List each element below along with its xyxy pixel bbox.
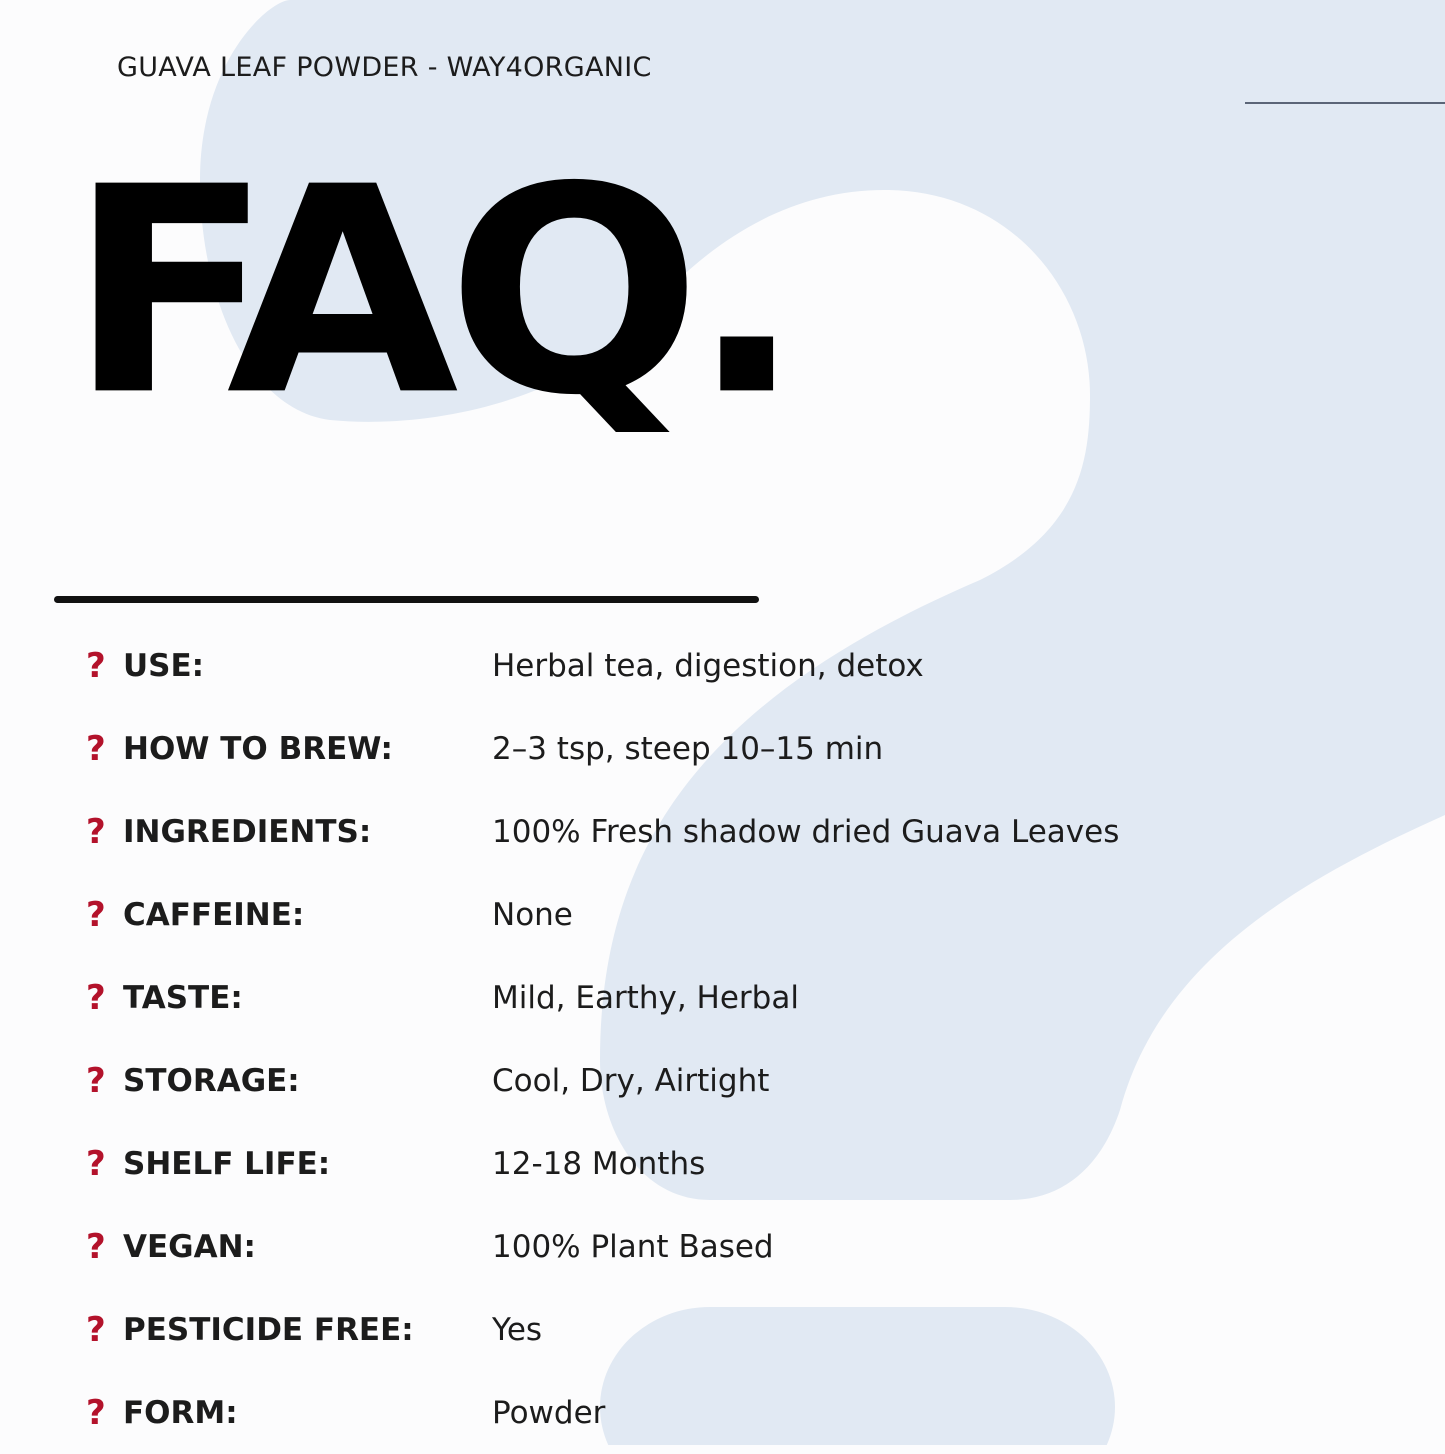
- faq-value: 12-18 Months: [492, 1145, 706, 1182]
- faq-value: Yes: [492, 1311, 543, 1348]
- question-mark-icon: ?: [86, 728, 106, 769]
- faq-label: VEGAN:: [123, 1228, 256, 1265]
- faq-label: USE:: [123, 647, 205, 684]
- faq-label: STORAGE:: [123, 1062, 300, 1099]
- question-mark-icon: ?: [86, 977, 106, 1018]
- faq-value: 100% Fresh shadow dried Guava Leaves: [492, 813, 1120, 850]
- faq-value: 2–3 tsp, steep 10–15 min: [492, 730, 884, 767]
- faq-row-use: [86, 624, 1386, 707]
- faq-label: INGREDIENTS:: [123, 813, 372, 850]
- faq-row-form: [86, 1371, 1386, 1454]
- question-mark-icon: ?: [86, 645, 106, 686]
- question-mark-icon: ?: [86, 1060, 106, 1101]
- faq-value: 100% Plant Based: [492, 1228, 774, 1265]
- question-mark-icon: ?: [86, 894, 106, 935]
- faq-row-ingredients: [86, 790, 1386, 873]
- faq-row-caffeine: [86, 873, 1386, 956]
- faq-row-shelf-life: [86, 1122, 1386, 1205]
- header-divider: [1245, 102, 1445, 104]
- question-mark-icon: ?: [86, 1392, 106, 1433]
- title-underline: [54, 596, 759, 603]
- faq-value: Mild, Earthy, Herbal: [492, 979, 799, 1016]
- faq-label: SHELF LIFE:: [123, 1145, 331, 1182]
- faq-row-taste: [86, 956, 1386, 1039]
- faq-label: HOW TO BREW:: [123, 730, 393, 767]
- faq-row-storage: [86, 1039, 1386, 1122]
- question-mark-icon: ?: [86, 1143, 106, 1184]
- faq-value: None: [492, 896, 573, 933]
- brand-title: GUAVA LEAF POWDER - WAY4ORGANIC: [117, 52, 652, 83]
- faq-label: CAFFEINE:: [123, 896, 305, 933]
- faq-list: [86, 624, 1386, 1454]
- faq-value: Powder: [492, 1394, 606, 1431]
- question-mark-icon: ?: [86, 1309, 106, 1350]
- question-mark-icon: ?: [86, 811, 106, 852]
- faq-label: FORM:: [123, 1394, 238, 1431]
- faq-value: Herbal tea, digestion, detox: [492, 647, 924, 684]
- faq-label: TASTE:: [123, 979, 243, 1016]
- faq-row-how-to-brew: [86, 707, 1386, 790]
- question-mark-icon: ?: [86, 1226, 106, 1267]
- faq-row-pesticide-free: [86, 1288, 1386, 1371]
- page-title: FAQ.: [68, 126, 792, 458]
- faq-label: PESTICIDE FREE:: [123, 1311, 414, 1348]
- faq-value: Cool, Dry, Airtight: [492, 1062, 770, 1099]
- faq-row-vegan: [86, 1205, 1386, 1288]
